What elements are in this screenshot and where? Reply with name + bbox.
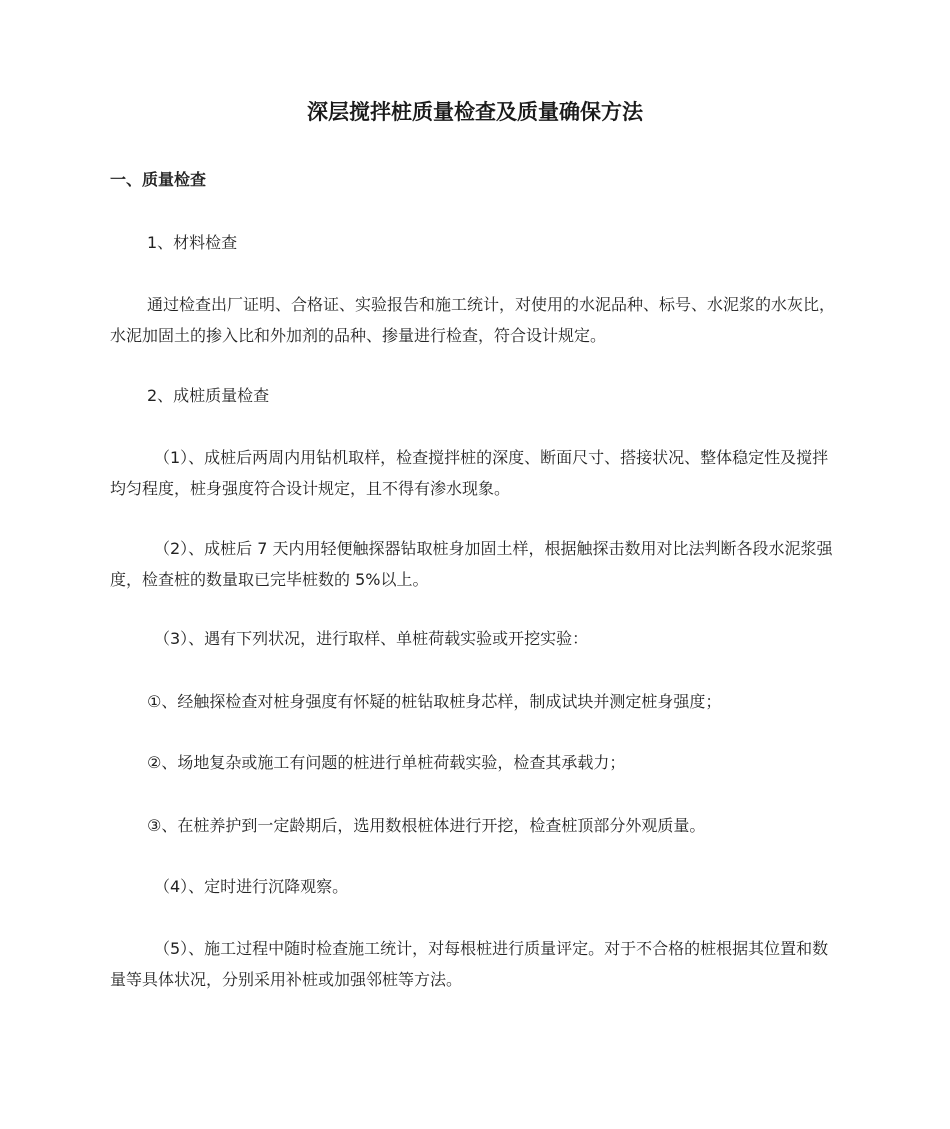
paragraph-10: （4）、定时进行沉降观察。 bbox=[154, 877, 349, 896]
paragraph-6: （3）、遇有下列状况，进行取样、单桩荷载实验或开挖实验： bbox=[154, 629, 589, 648]
paragraph-3: 2、成桩质量检查 bbox=[147, 386, 270, 405]
paragraph-8: ②、场地复杂或施工有问题的桩进行单桩荷载实验，检查其承载力； bbox=[147, 753, 626, 772]
paragraph-2: 通过检查出厂证明、合格证、实验报告和施工统计，对使用的水泥品种、标号、水泥浆的水灰比，水泥加固土的掺入比和外加剂的品种、掺量进行检查，符合设计规定。 bbox=[110, 295, 836, 345]
paragraph-5: （2）、成桩后 7 天内用轻便触探器钻取桩身加固土样，根据触探击数用对比法判断各段水泥浆强度，检查桩的数量取已完毕桩数的 5%以上。 bbox=[110, 539, 833, 589]
paragraph-9: ③、在桩养护到一定龄期后，选用数根桩体进行开挖，检查桩顶部分外观质量。 bbox=[147, 816, 706, 835]
section-heading: 一、质量检查 bbox=[110, 170, 207, 189]
paragraph-11: （5）、施工过程中随时检查施工统计，对每根桩进行质量评定。对于不合格的桩根据其位置和数量等具体状况，分别采用补桩或加强邻桩等方法。 bbox=[110, 939, 829, 989]
document-title: 深层搅拌桩质量检查及质量确保方法 bbox=[307, 100, 643, 124]
paragraph-4: （1）、成桩后两周内用钻机取样，检查搅拌桩的深度、断面尺寸、搭接状况、整体稳定性及搅拌均匀程度，桩身强度符合设计规定，且不得有渗水现象。 bbox=[110, 448, 829, 498]
paragraph-1: 1、材料检查 bbox=[147, 233, 238, 252]
paragraph-7: ①、经触探检查对桩身强度有怀疑的桩钻取桩身芯样，制成试块并测定桩身强度； bbox=[147, 692, 722, 711]
